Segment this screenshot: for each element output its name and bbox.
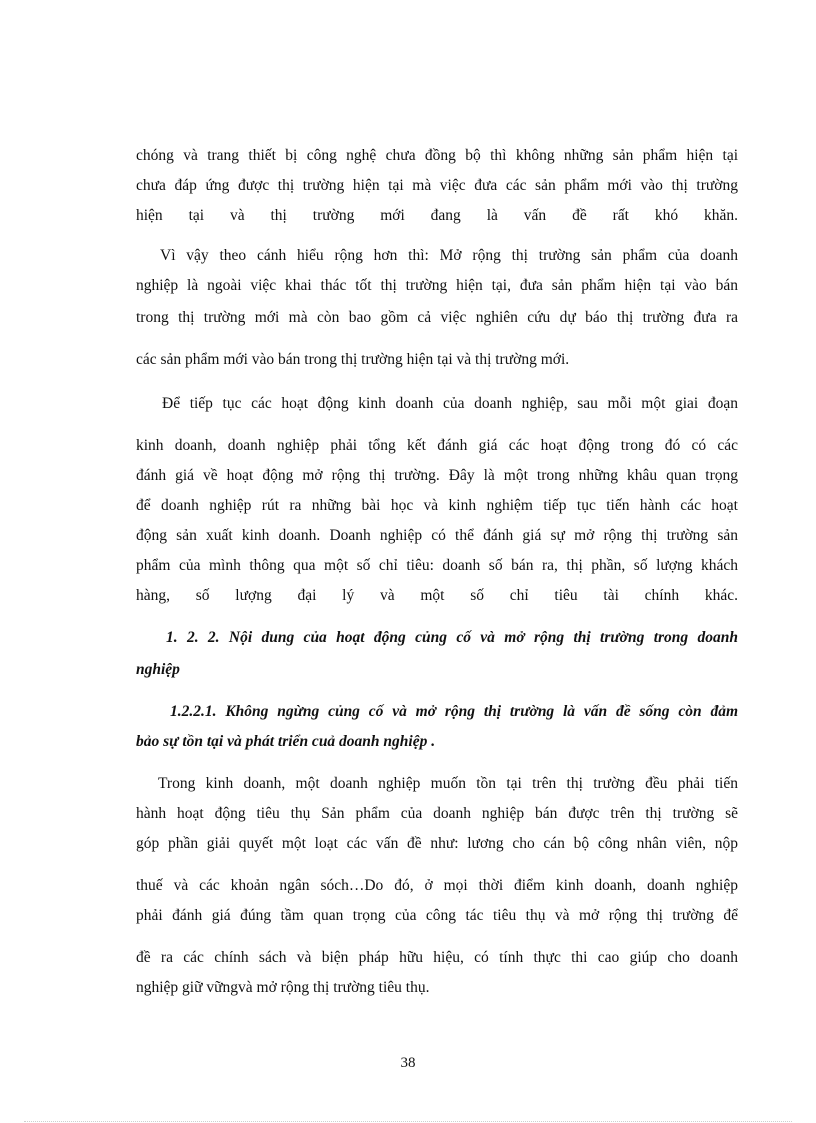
body-line: hàng, số lượng đại lý và một số chỉ tiêu tài chính khác. [136,587,738,604]
body-line: chóng và trang thiết bị công nghệ chưa đồng bộ thì không những sản phẩm hiện tại [136,147,738,164]
section-heading: 1. 2. 2. Nội dung của hoạt động củng cố và mở rộng thị trường trong doanh [166,629,738,646]
body-line: nghiệp giữ vữngvà mở rộng thị trường tiêu thụ. [136,979,430,996]
subsection-heading: 1.2.2.1. Không ngừng củng cố và mở rộng thị trường là vấn đề sống còn đảm [170,703,738,720]
body-line: Để tiếp tục các hoạt động kinh doanh của doanh nghiệp, sau mỗi một giai đoạn [162,395,738,412]
body-line: kinh doanh, doanh nghiệp phải tổng kết đánh giá các hoạt động trong đó có các [136,437,738,454]
body-line: nghiệp là ngoài việc khai thác tốt thị trường hiện tại, đưa sản phẩm hiện tại vào bán [136,277,738,294]
body-line: các sản phẩm mới vào bán trong thị trường hiện tại và thị trường mới. [136,351,570,368]
body-line: đánh giá về hoạt động mở rộng thị trường. Đây là một trong những khâu quan trọng [136,467,738,484]
subsection-heading: bảo sự tồn tại và phát triển cuả doanh nghiệp . [136,733,436,750]
body-line: đề ra các chính sách và biện pháp hữu hiệu, có tính thực thi cao giúp cho doanh [136,949,738,966]
body-line: hành hoạt động tiêu thụ Sản phẩm của doanh nghiệp bán được trên thị trường sẽ [136,805,738,822]
section-heading: nghiệp [136,661,180,678]
page-number: 38 [400,1055,416,1071]
body-line: chưa đáp ứng được thị trường hiện tại mà việc đưa các sản phẩm mới vào thị trường [136,177,738,194]
body-line: trong thị trường mới mà còn bao gồm cả việc nghiên cứu dự báo thị trường đưa ra [136,309,738,326]
page-edge-divider [24,1121,792,1122]
body-line: hiện tại và thị trường mới đang là vấn đề rất khó khăn. [136,207,738,224]
body-line: phải đánh giá đúng tầm quan trọng của công tác tiêu thụ và mở rộng thị trường để [136,907,738,924]
body-line: Vì vậy theo cánh hiểu rộng hơn thì: Mở rộng thị trường sản phẩm của doanh [160,247,738,264]
body-line: để doanh nghiệp rút ra những bài học và kinh nghiệm tiếp tục tiến hành các hoạt [136,497,738,514]
body-line: phẩm của mình thông qua một số chỉ tiêu: doanh số bán ra, thị phần, số lượng khách [136,557,738,574]
body-line: Trong kinh doanh, một doanh nghiệp muốn tồn tại trên thị trường đều phải tiến [158,775,738,792]
body-line: góp phần giải quyết một loạt các vấn đề như: lương cho cán bộ công nhân viên, nộp [136,835,738,852]
body-line: thuế và các khoản ngân sóch…Do đó, ở mọi thời điểm kinh doanh, doanh nghiệp [136,877,738,894]
body-line: động sản xuất kinh doanh. Doanh nghiệp có thể đánh giá sự mở rộng thị trường sản [136,527,738,544]
